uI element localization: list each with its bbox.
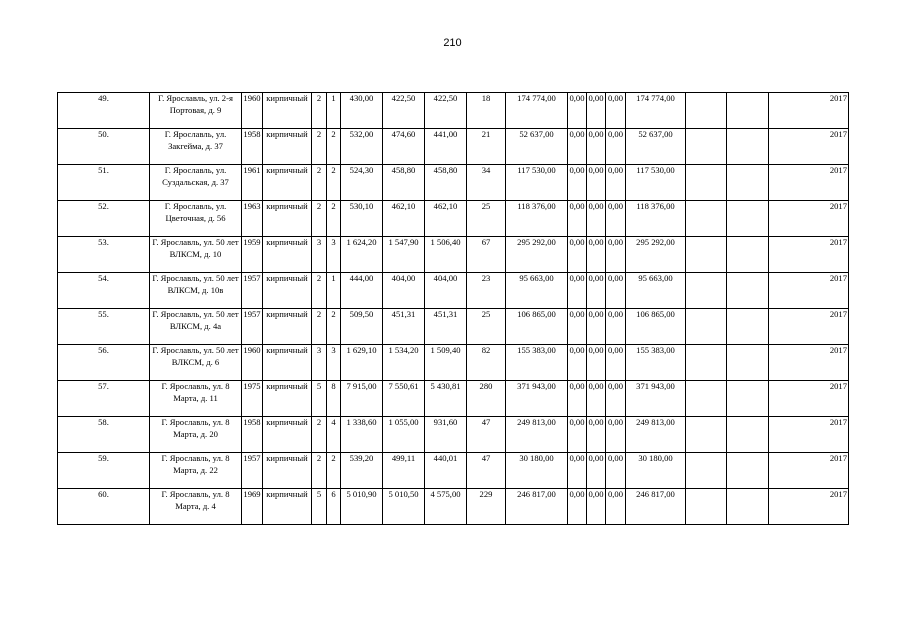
floors-cell: 2 xyxy=(312,453,327,489)
cost-cell: 246 817,00 xyxy=(506,489,568,525)
empty-cell-2 xyxy=(727,201,769,237)
owner-funds-cell: 174 774,00 xyxy=(626,93,686,129)
residents-cell: 67 xyxy=(467,237,506,273)
empty-cell-1 xyxy=(686,93,727,129)
fund-cell-3: 0,00 xyxy=(606,273,626,309)
residents-cell: 18 xyxy=(467,93,506,129)
wall-material-cell: кирпичный xyxy=(263,309,312,345)
total-area-cell: 1 629,10 xyxy=(341,345,383,381)
planned-year-cell: 2017 xyxy=(769,201,849,237)
year-built-cell: 1957 xyxy=(242,309,263,345)
planned-year-cell: 2017 xyxy=(769,237,849,273)
living-area-cell: 474,60 xyxy=(383,129,425,165)
empty-cell-2 xyxy=(727,165,769,201)
table-row xyxy=(58,381,849,417)
entrances-cell: 4 xyxy=(327,417,341,453)
total-area-cell: 530,10 xyxy=(341,201,383,237)
fund-cell-3: 0,00 xyxy=(606,309,626,345)
private-area-cell: 1 509,40 xyxy=(425,345,467,381)
entrances-cell: 2 xyxy=(327,201,341,237)
cost-cell: 295 292,00 xyxy=(506,237,568,273)
fund-cell-2: 0,00 xyxy=(587,201,606,237)
address-cell: Г. Ярославль, ул. 8 Марта, д. 4 xyxy=(150,489,242,525)
fund-cell-1: 0,00 xyxy=(568,381,587,417)
residents-cell: 229 xyxy=(467,489,506,525)
owner-funds-cell: 246 817,00 xyxy=(626,489,686,525)
planned-year-cell: 2017 xyxy=(769,489,849,525)
table-row xyxy=(58,237,849,273)
residents-cell: 34 xyxy=(467,165,506,201)
year-built-cell: 1957 xyxy=(242,453,263,489)
fund-cell-3: 0,00 xyxy=(606,129,626,165)
fund-cell-1: 0,00 xyxy=(568,345,587,381)
row-number: 53. xyxy=(58,237,150,273)
wall-material-cell: кирпичный xyxy=(263,381,312,417)
floors-cell: 3 xyxy=(312,345,327,381)
total-area-cell: 5 010,90 xyxy=(341,489,383,525)
fund-cell-2: 0,00 xyxy=(587,237,606,273)
fund-cell-1: 0,00 xyxy=(568,129,587,165)
planned-year-cell: 2017 xyxy=(769,165,849,201)
year-built-cell: 1957 xyxy=(242,273,263,309)
empty-cell-1 xyxy=(686,201,727,237)
address-cell: Г. Ярославль, ул. Цветочная, д. 56 xyxy=(150,201,242,237)
owner-funds-cell: 30 180,00 xyxy=(626,453,686,489)
residents-cell: 47 xyxy=(467,453,506,489)
empty-cell-2 xyxy=(727,309,769,345)
total-area-cell: 7 915,00 xyxy=(341,381,383,417)
table-body xyxy=(58,93,849,525)
owner-funds-cell: 52 637,00 xyxy=(626,129,686,165)
table-row xyxy=(58,129,849,165)
planned-year-cell: 2017 xyxy=(769,309,849,345)
wall-material-cell: кирпичный xyxy=(263,93,312,129)
address-cell: Г. Ярославль, ул. Закгейма, д. 37 xyxy=(150,129,242,165)
fund-cell-2: 0,00 xyxy=(587,129,606,165)
total-area-cell: 509,50 xyxy=(341,309,383,345)
living-area-cell: 404,00 xyxy=(383,273,425,309)
fund-cell-3: 0,00 xyxy=(606,201,626,237)
floors-cell: 2 xyxy=(312,201,327,237)
year-built-cell: 1961 xyxy=(242,165,263,201)
residents-cell: 82 xyxy=(467,345,506,381)
wall-material-cell: кирпичный xyxy=(263,345,312,381)
empty-cell-1 xyxy=(686,381,727,417)
table-row xyxy=(58,273,849,309)
residents-cell: 21 xyxy=(467,129,506,165)
entrances-cell: 8 xyxy=(327,381,341,417)
private-area-cell: 422,50 xyxy=(425,93,467,129)
entrances-cell: 2 xyxy=(327,309,341,345)
fund-cell-3: 0,00 xyxy=(606,165,626,201)
row-number: 49. xyxy=(58,93,150,129)
residents-cell: 25 xyxy=(467,309,506,345)
row-number: 57. xyxy=(58,381,150,417)
owner-funds-cell: 117 530,00 xyxy=(626,165,686,201)
owner-funds-cell: 371 943,00 xyxy=(626,381,686,417)
cost-cell: 155 383,00 xyxy=(506,345,568,381)
owner-funds-cell: 106 865,00 xyxy=(626,309,686,345)
empty-cell-1 xyxy=(686,417,727,453)
living-area-cell: 1 547,90 xyxy=(383,237,425,273)
living-area-cell: 7 550,61 xyxy=(383,381,425,417)
private-area-cell: 4 575,00 xyxy=(425,489,467,525)
fund-cell-3: 0,00 xyxy=(606,489,626,525)
floors-cell: 5 xyxy=(312,381,327,417)
empty-cell-2 xyxy=(727,93,769,129)
planned-year-cell: 2017 xyxy=(769,93,849,129)
total-area-cell: 1 338,60 xyxy=(341,417,383,453)
address-cell: Г. Ярославль, ул. 8 Марта, д. 22 xyxy=(150,453,242,489)
residents-cell: 280 xyxy=(467,381,506,417)
year-built-cell: 1975 xyxy=(242,381,263,417)
total-area-cell: 539,20 xyxy=(341,453,383,489)
cost-cell: 30 180,00 xyxy=(506,453,568,489)
address-cell: Г. Ярославль, ул. 50 лет ВЛКСМ, д. 4а xyxy=(150,309,242,345)
address-cell: Г. Ярославль, ул. 50 лет ВЛКСМ, д. 6 xyxy=(150,345,242,381)
entrances-cell: 3 xyxy=(327,345,341,381)
owner-funds-cell: 295 292,00 xyxy=(626,237,686,273)
floors-cell: 2 xyxy=(312,93,327,129)
fund-cell-2: 0,00 xyxy=(587,453,606,489)
table-row xyxy=(58,93,849,129)
wall-material-cell: кирпичный xyxy=(263,489,312,525)
planned-year-cell: 2017 xyxy=(769,453,849,489)
page-number: 210 xyxy=(443,37,462,49)
fund-cell-1: 0,00 xyxy=(568,309,587,345)
year-built-cell: 1958 xyxy=(242,129,263,165)
year-built-cell: 1963 xyxy=(242,201,263,237)
wall-material-cell: кирпичный xyxy=(263,417,312,453)
row-number: 54. xyxy=(58,273,150,309)
row-number: 52. xyxy=(58,201,150,237)
row-number: 59. xyxy=(58,453,150,489)
fund-cell-2: 0,00 xyxy=(587,309,606,345)
owner-funds-cell: 155 383,00 xyxy=(626,345,686,381)
private-area-cell: 441,00 xyxy=(425,129,467,165)
empty-cell-1 xyxy=(686,489,727,525)
floors-cell: 2 xyxy=(312,273,327,309)
empty-cell-1 xyxy=(686,129,727,165)
owner-funds-cell: 249 813,00 xyxy=(626,417,686,453)
empty-cell-2 xyxy=(727,345,769,381)
table-row xyxy=(58,309,849,345)
total-area-cell: 524,30 xyxy=(341,165,383,201)
fund-cell-2: 0,00 xyxy=(587,93,606,129)
row-number: 50. xyxy=(58,129,150,165)
cost-cell: 52 637,00 xyxy=(506,129,568,165)
address-cell: Г. Ярославль, ул. 8 Марта, д. 20 xyxy=(150,417,242,453)
planned-year-cell: 2017 xyxy=(769,381,849,417)
wall-material-cell: кирпичный xyxy=(263,273,312,309)
fund-cell-3: 0,00 xyxy=(606,345,626,381)
entrances-cell: 2 xyxy=(327,453,341,489)
fund-cell-3: 0,00 xyxy=(606,453,626,489)
living-area-cell: 458,80 xyxy=(383,165,425,201)
living-area-cell: 499,11 xyxy=(383,453,425,489)
owner-funds-cell: 118 376,00 xyxy=(626,201,686,237)
private-area-cell: 458,80 xyxy=(425,165,467,201)
year-built-cell: 1959 xyxy=(242,237,263,273)
year-built-cell: 1969 xyxy=(242,489,263,525)
living-area-cell: 5 010,50 xyxy=(383,489,425,525)
fund-cell-1: 0,00 xyxy=(568,417,587,453)
private-area-cell: 440,01 xyxy=(425,453,467,489)
floors-cell: 2 xyxy=(312,165,327,201)
private-area-cell: 462,10 xyxy=(425,201,467,237)
cost-cell: 95 663,00 xyxy=(506,273,568,309)
floors-cell: 2 xyxy=(312,309,327,345)
table-row xyxy=(58,453,849,489)
empty-cell-2 xyxy=(727,273,769,309)
empty-cell-1 xyxy=(686,309,727,345)
fund-cell-1: 0,00 xyxy=(568,201,587,237)
living-area-cell: 1 534,20 xyxy=(383,345,425,381)
private-area-cell: 5 430,81 xyxy=(425,381,467,417)
cost-cell: 249 813,00 xyxy=(506,417,568,453)
table-row xyxy=(58,345,849,381)
private-area-cell: 451,31 xyxy=(425,309,467,345)
private-area-cell: 931,60 xyxy=(425,417,467,453)
residents-cell: 25 xyxy=(467,201,506,237)
wall-material-cell: кирпичный xyxy=(263,129,312,165)
residents-cell: 47 xyxy=(467,417,506,453)
row-number: 51. xyxy=(58,165,150,201)
row-number: 55. xyxy=(58,309,150,345)
address-cell: Г. Ярославль, ул. 8 Марта, д. 11 xyxy=(150,381,242,417)
empty-cell-2 xyxy=(727,381,769,417)
fund-cell-2: 0,00 xyxy=(587,489,606,525)
row-number: 60. xyxy=(58,489,150,525)
fund-cell-2: 0,00 xyxy=(587,273,606,309)
cost-cell: 106 865,00 xyxy=(506,309,568,345)
empty-cell-1 xyxy=(686,453,727,489)
fund-cell-1: 0,00 xyxy=(568,93,587,129)
living-area-cell: 451,31 xyxy=(383,309,425,345)
row-number: 58. xyxy=(58,417,150,453)
address-cell: Г. Ярославль, ул. Суздальская, д. 37 xyxy=(150,165,242,201)
cost-cell: 371 943,00 xyxy=(506,381,568,417)
planned-year-cell: 2017 xyxy=(769,273,849,309)
entrances-cell: 2 xyxy=(327,129,341,165)
fund-cell-3: 0,00 xyxy=(606,93,626,129)
cost-cell: 118 376,00 xyxy=(506,201,568,237)
housing-registry-table xyxy=(57,92,849,525)
empty-cell-2 xyxy=(727,417,769,453)
floors-cell: 2 xyxy=(312,417,327,453)
fund-cell-1: 0,00 xyxy=(568,489,587,525)
cost-cell: 117 530,00 xyxy=(506,165,568,201)
year-built-cell: 1958 xyxy=(242,417,263,453)
floors-cell: 3 xyxy=(312,237,327,273)
living-area-cell: 462,10 xyxy=(383,201,425,237)
owner-funds-cell: 95 663,00 xyxy=(626,273,686,309)
private-area-cell: 1 506,40 xyxy=(425,237,467,273)
empty-cell-1 xyxy=(686,345,727,381)
empty-cell-1 xyxy=(686,237,727,273)
fund-cell-2: 0,00 xyxy=(587,417,606,453)
entrances-cell: 2 xyxy=(327,165,341,201)
total-area-cell: 1 624,20 xyxy=(341,237,383,273)
planned-year-cell: 2017 xyxy=(769,129,849,165)
fund-cell-2: 0,00 xyxy=(587,381,606,417)
total-area-cell: 532,00 xyxy=(341,129,383,165)
address-cell: Г. Ярославль, ул. 50 лет ВЛКСМ, д. 10в xyxy=(150,273,242,309)
floors-cell: 2 xyxy=(312,129,327,165)
address-cell: Г. Ярославль, ул. 50 лет ВЛКСМ, д. 10 xyxy=(150,237,242,273)
wall-material-cell: кирпичный xyxy=(263,237,312,273)
entrances-cell: 1 xyxy=(327,273,341,309)
empty-cell-2 xyxy=(727,489,769,525)
private-area-cell: 404,00 xyxy=(425,273,467,309)
table-row xyxy=(58,201,849,237)
entrances-cell: 1 xyxy=(327,93,341,129)
total-area-cell: 430,00 xyxy=(341,93,383,129)
planned-year-cell: 2017 xyxy=(769,345,849,381)
empty-cell-2 xyxy=(727,453,769,489)
year-built-cell: 1960 xyxy=(242,345,263,381)
entrances-cell: 3 xyxy=(327,237,341,273)
table-row xyxy=(58,165,849,201)
empty-cell-1 xyxy=(686,273,727,309)
residents-cell: 23 xyxy=(467,273,506,309)
entrances-cell: 6 xyxy=(327,489,341,525)
fund-cell-3: 0,00 xyxy=(606,237,626,273)
wall-material-cell: кирпичный xyxy=(263,201,312,237)
empty-cell-2 xyxy=(727,237,769,273)
living-area-cell: 422,50 xyxy=(383,93,425,129)
fund-cell-1: 0,00 xyxy=(568,273,587,309)
row-number: 56. xyxy=(58,345,150,381)
planned-year-cell: 2017 xyxy=(769,417,849,453)
address-cell: Г. Ярославль, ул. 2-я Портовая, д. 9 xyxy=(150,93,242,129)
fund-cell-1: 0,00 xyxy=(568,237,587,273)
fund-cell-1: 0,00 xyxy=(568,165,587,201)
year-built-cell: 1960 xyxy=(242,93,263,129)
floors-cell: 5 xyxy=(312,489,327,525)
fund-cell-1: 0,00 xyxy=(568,453,587,489)
living-area-cell: 1 055,00 xyxy=(383,417,425,453)
wall-material-cell: кирпичный xyxy=(263,453,312,489)
fund-cell-3: 0,00 xyxy=(606,381,626,417)
cost-cell: 174 774,00 xyxy=(506,93,568,129)
empty-cell-1 xyxy=(686,165,727,201)
wall-material-cell: кирпичный xyxy=(263,165,312,201)
fund-cell-3: 0,00 xyxy=(606,417,626,453)
table-row xyxy=(58,417,849,453)
empty-cell-2 xyxy=(727,129,769,165)
total-area-cell: 444,00 xyxy=(341,273,383,309)
fund-cell-2: 0,00 xyxy=(587,165,606,201)
fund-cell-2: 0,00 xyxy=(587,345,606,381)
table-row xyxy=(58,489,849,525)
